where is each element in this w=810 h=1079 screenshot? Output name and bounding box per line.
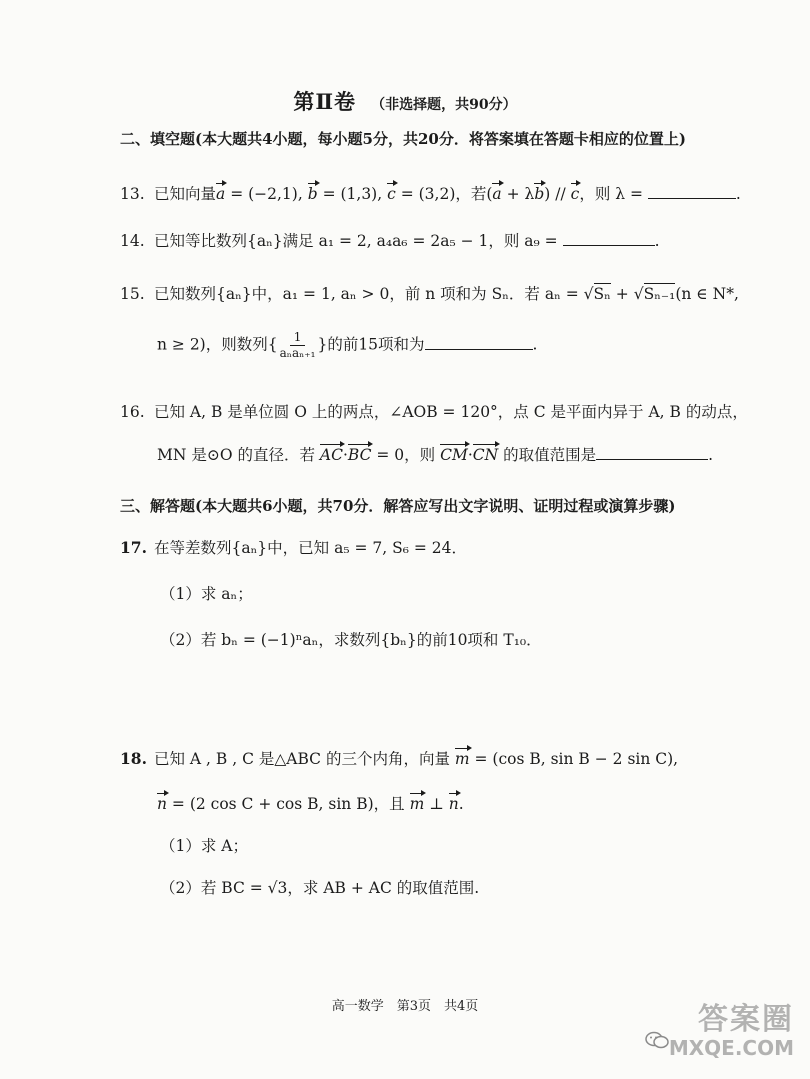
- question-17: [120, 536, 467, 558]
- answer-blank-13: [648, 184, 736, 199]
- question-16-number: 16.: [120, 403, 145, 421]
- q18-part2: （2）若 BC = √3，求 AB + AC 的取值范围.: [160, 879, 480, 897]
- vector-b-2: b: [534, 185, 545, 203]
- question-14-number: 14.: [120, 232, 145, 250]
- question-17-number: 17.: [120, 538, 147, 557]
- answer-blank-15: [425, 335, 533, 350]
- question-18: [120, 747, 678, 769]
- q15-plus: +: [610, 285, 634, 303]
- q16-dot: ·: [342, 446, 348, 464]
- watermark-logo-text: 答案圈: [698, 1002, 794, 1037]
- question-13: [120, 182, 741, 204]
- q16-line2b: 的取值范围是: [498, 446, 597, 464]
- q15-line1: 已知数列{aₙ}中，a₁ = 1, aₙ > 0，前 n 项和为 Sₙ．若 aₙ =: [154, 285, 584, 303]
- q15-sqrt-sn: Sₙ: [593, 285, 611, 303]
- vector-cm: CM: [440, 446, 468, 464]
- question-15-line2: [157, 330, 537, 361]
- q13-c-value: = (3,2)，若(: [395, 185, 493, 203]
- vector-n-2: n: [448, 795, 459, 813]
- q13-b-value: = (1,3),: [317, 185, 388, 203]
- vector-c: c: [387, 185, 396, 203]
- question-15: 15. 已知数列{aₙ}中，a₁ = 1, aₙ > 0，前 n 项和为 Sₙ．若 aₙ = √Sₙ + √Sₙ₋₁(n ∈ N*,: [120, 285, 739, 303]
- vector-bc: BC: [347, 446, 372, 464]
- vector-ac: AC: [319, 446, 343, 464]
- q13-end: .: [735, 185, 741, 203]
- q14-end: .: [654, 232, 660, 250]
- vector-cn: CN: [472, 446, 499, 464]
- q15-fraction: [280, 330, 316, 361]
- q17-stem: 在等差数列{aₙ}中，已知 a₅ = 7, S₆ = 24．: [154, 539, 468, 557]
- q15-sqrt-sn-1: Sₙ₋₁: [643, 285, 676, 303]
- section-fill-in-heading: 二、填空题(本大题共4小题，每小题5分，共20分．将答案填在答题卡相应的位置上): [120, 130, 686, 148]
- vector-a-2: a: [492, 185, 502, 203]
- q15-frac-den: aₙaₙ₊₁: [279, 346, 316, 360]
- q15-line2b: }的前15项和为: [317, 335, 425, 354]
- section-answer-heading: 三、解答题(本大题共6小题，共70分．解答应写出文字说明、证明过程或演算步骤): [120, 497, 676, 515]
- q16-line2a: MN 是⊙O 的直径．若: [157, 446, 320, 464]
- part-title-main: 第Ⅱ卷: [293, 89, 357, 114]
- vector-a: a: [216, 185, 226, 203]
- page-footer: 高一数学 第3页 共4页: [331, 999, 479, 1014]
- q13-a-value: = (−2,1),: [225, 185, 308, 203]
- vector-n: n: [157, 795, 167, 813]
- q18-perp: ⊥: [424, 795, 449, 813]
- q18-part1: （1）求 A；: [160, 837, 248, 855]
- vector-b: b: [307, 185, 318, 203]
- question-13-number: 13.: [120, 185, 145, 203]
- q13-tail: ，则 λ =: [579, 185, 648, 203]
- vector-c-2: c: [570, 185, 580, 203]
- answer-blank-14: [563, 231, 655, 246]
- question-18-line2: [157, 792, 464, 814]
- q13-parallel: ) //: [544, 185, 571, 203]
- q16-line1: 已知 A, B 是单位圆 O 上的两点，∠AOB = 120°，点 C 是平面内异于 A, B 的动点，: [154, 403, 748, 421]
- q15-end: .: [532, 335, 538, 354]
- q18-line1b: = (cos B, sin B − 2 sin C),: [469, 750, 679, 768]
- q13-plus: + λ: [501, 185, 535, 203]
- q15-line2a: n ≥ 2)，则数列{: [157, 335, 278, 354]
- question-16-line2: [157, 443, 713, 465]
- watermark-url: MXQE.COM: [668, 1036, 794, 1060]
- part-title: [0, 86, 810, 116]
- question-15-number: 15.: [120, 285, 145, 303]
- vector-m-2: m: [409, 795, 425, 813]
- question-16: [120, 400, 748, 422]
- part-title-sub: （非选择题，共90分）: [371, 97, 517, 113]
- q17-part1: （1）求 aₙ；: [160, 585, 253, 603]
- answer-blank-16: [596, 445, 708, 460]
- q16-eq0: = 0，则: [371, 446, 441, 464]
- vector-m: m: [454, 750, 470, 768]
- q15-condition: (n ∈ N*,: [675, 285, 739, 303]
- q13-text: 已知向量: [154, 185, 217, 203]
- q18-line2a: = (2 cos C + cos B, sin B)，且: [166, 795, 410, 813]
- q16-end: .: [708, 446, 714, 464]
- q15-frac-num: 1: [290, 330, 306, 346]
- question-14: [120, 229, 660, 251]
- watermark: [654, 1003, 794, 1069]
- question-18-number: 18.: [120, 749, 147, 768]
- q14-text: 已知等比数列{aₙ}满足 a₁ = 2, a₄a₆ = 2a₅ − 1，则 a₉ =: [154, 232, 563, 250]
- q18-line2-end: .: [458, 795, 464, 813]
- q17-part2: （2）若 bₙ = (−1)ⁿaₙ，求数列{bₙ}的前10项和 T₁₀．: [160, 631, 542, 649]
- q16-dot-2: ·: [467, 446, 473, 464]
- q18-line1a: 已知 A , B , C 是△ABC 的三个内角，向量: [154, 750, 455, 768]
